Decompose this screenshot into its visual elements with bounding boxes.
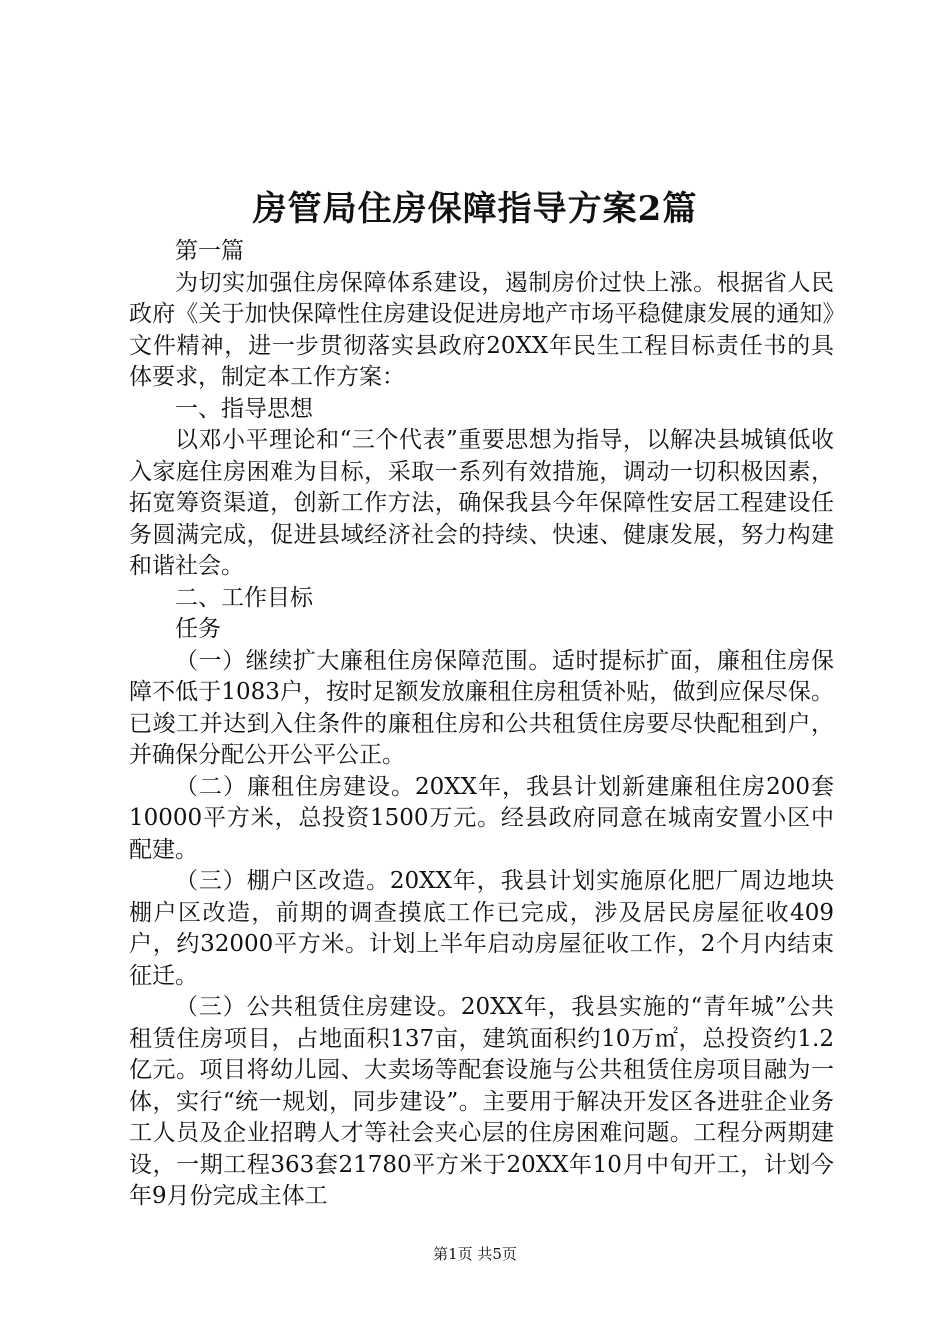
page-indicator: 第1页 共5页 bbox=[433, 1245, 517, 1263]
body-paragraph: （一）继续扩大廉租住房保障范围。适时提标扩面，廉租住房保障不低于1083户，按时足额发放廉租住房租赁补贴，做到应保尽保。已竣工并达到入住条件的廉租住房和公共租赁住房要尽快配租到户，并确保分配公开公平公正。 bbox=[129, 647, 834, 768]
body-paragraph: 以邓小平理论和“三个代表”重要思想为指导，以解决县城镇低收入家庭住房困难为目标，采取一系列有效措施，调动一切积极因素，拓宽筹资渠道，创新工作方法，确保我县今年保障性安居工程建设任务圆满完成，促进县域经济社会的持续、快速、健康发展，努力构建和谐社会。 bbox=[129, 427, 834, 579]
document-title: 房管局住房保障指导方案2篇 bbox=[252, 189, 698, 229]
body-paragraph: （二）廉租住房建设。20XX年，我县计划新建廉租住房200套10000平方米，总投资1500万元。经县政府同意在城南安置小区中配建。 bbox=[129, 773, 834, 863]
section-heading: 任务 bbox=[175, 616, 221, 642]
section-heading: 第一篇 bbox=[175, 238, 244, 264]
section-heading: 二、工作目标 bbox=[175, 584, 313, 611]
section-heading: 一、指导思想 bbox=[175, 395, 313, 422]
body-paragraph: 为切实加强住房保障体系建设，遏制房价过快上涨。根据省人民政府《关于加快保障性住房建设促进房地产市场平稳健康发展的通知》文件精神，进一步贯彻落实县政府20XX年民生工程目标责任书的具体要求，制定本工作方案： bbox=[129, 269, 834, 390]
document-body bbox=[129, 236, 834, 1213]
page-footer bbox=[0, 1243, 950, 1265]
body-paragraph: （三）公共租赁住房建设。20XX年，我县实施的“青年城”公共租赁住房项目，占地面积137亩，建筑面积约10万㎡，总投资约1.2亿元。项目将幼儿园、大卖场等配套设施与公共租赁住房项目融为一体，实行“统一规划，同步建设”。主要用于解决开发区各进驻企业务工人员及企业招聘人才等社会夹心层的住房困难问题。工程分两期建设，一期工程363套21780平方米于20XX年10月中旬开工，计划今年9月份完成主体工 bbox=[129, 994, 834, 1209]
body-paragraph: （三）棚户区改造。20XX年，我县计划实施原化肥厂周边地块棚户区改造，前期的调查摸底工作已完成，涉及居民房屋征收409户，约32000平方米。计划上半年启动房屋征收工作，2个月内结束征迁。 bbox=[129, 868, 834, 989]
